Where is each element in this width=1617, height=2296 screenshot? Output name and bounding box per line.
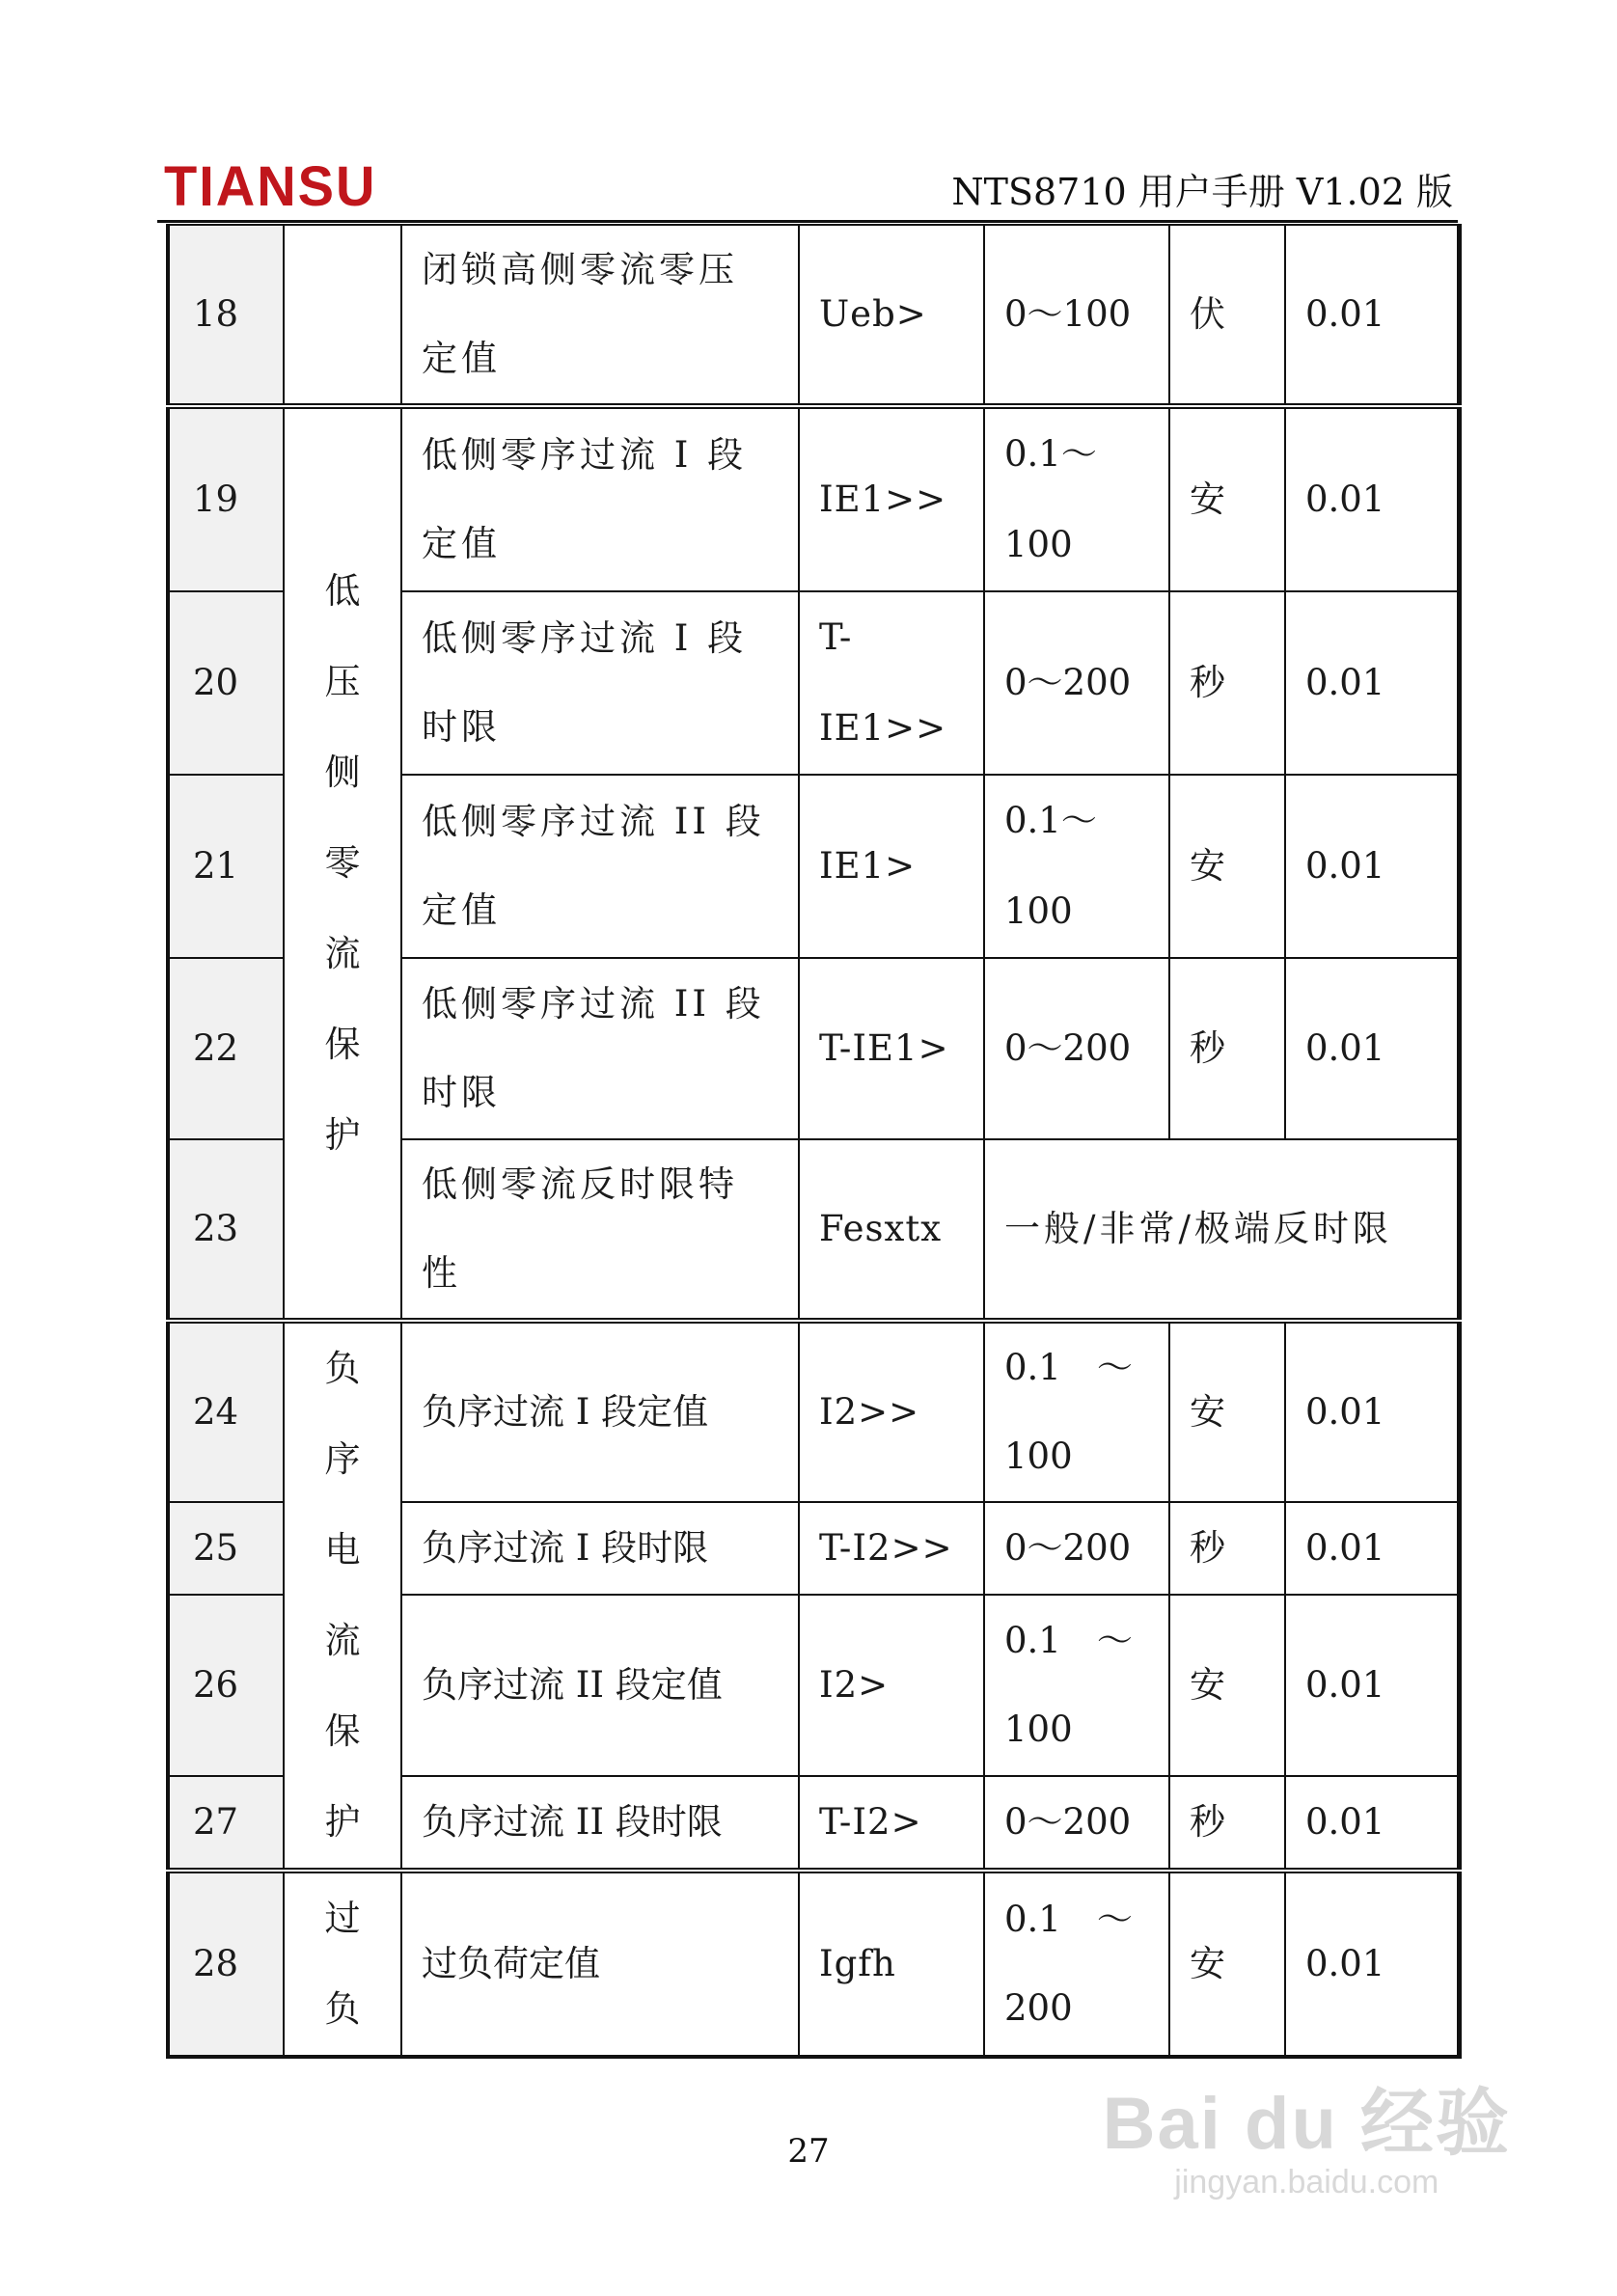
setting-symbol: IE1> — [799, 775, 984, 958]
table-row — [168, 406, 1459, 591]
table-row — [168, 1871, 1459, 2057]
setting-step: 0.01 — [1285, 775, 1459, 958]
setting-range: 0.1 ～ 100 — [984, 1321, 1169, 1502]
page-number: 27 — [787, 2132, 830, 2171]
setting-unit: 秒 — [1169, 1502, 1285, 1595]
setting-unit: 安 — [1169, 1595, 1285, 1776]
group-label-low-zero-seq: 低 压 侧 零 流 保 护 — [284, 406, 401, 1321]
watermark-main: Bai du 经验 — [1102, 2083, 1511, 2165]
setting-range: 0～200 — [984, 1776, 1169, 1871]
company-logo: TIANSU — [164, 153, 377, 218]
setting-symbol: Igfh — [799, 1871, 984, 2057]
setting-unit: 安 — [1169, 1321, 1285, 1502]
baidu-watermark — [1103, 2064, 1511, 2201]
setting-description: 负序过流 II 段时限 — [401, 1776, 799, 1871]
setting-symbol: T-I2> — [799, 1776, 984, 1871]
row-number: 20 — [168, 591, 284, 775]
row-number: 22 — [168, 958, 284, 1139]
setting-unit: 安 — [1169, 775, 1285, 958]
setting-symbol: Fesxtx — [799, 1139, 984, 1321]
setting-range: 0～200 — [984, 591, 1169, 775]
row-number: 23 — [168, 1139, 284, 1321]
setting-symbol: T-IE1> — [799, 958, 984, 1139]
watermark-url: jingyan.baidu.com — [1174, 2164, 1439, 2200]
setting-symbol: I2>> — [799, 1321, 984, 1502]
row-number: 19 — [168, 406, 284, 591]
setting-description: 过负荷定值 — [401, 1871, 799, 2057]
setting-symbol: I2> — [799, 1595, 984, 1776]
setting-description: 闭锁高侧零流零压 定值 — [401, 225, 799, 406]
setting-unit: 秒 — [1169, 958, 1285, 1139]
setting-unit: 安 — [1169, 406, 1285, 591]
setting-symbol: IE1>> — [799, 406, 984, 591]
row-number: 21 — [168, 775, 284, 958]
document-title: NTS8710 用户手册 V1.02 版 — [951, 171, 1453, 213]
setting-symbol: T-IE1>> — [799, 591, 984, 775]
header-divider — [157, 220, 1458, 223]
group-label-neg-seq: 负 序 电 流 保 护 — [284, 1321, 401, 1871]
setting-step: 0.01 — [1285, 1321, 1459, 1502]
setting-step: 0.01 — [1285, 958, 1459, 1139]
row-number: 27 — [168, 1776, 284, 1871]
setting-step: 0.01 — [1285, 1595, 1459, 1776]
setting-unit: 秒 — [1169, 591, 1285, 775]
setting-step: 0.01 — [1285, 1776, 1459, 1871]
setting-description: 低侧零序过流 II 段 时限 — [401, 958, 799, 1139]
setting-options: 一般/非常/极端反时限 — [984, 1139, 1459, 1321]
table-row — [168, 1321, 1459, 1502]
setting-range: 0.1～100 — [984, 775, 1169, 958]
setting-description: 低侧零流反时限特 性 — [401, 1139, 799, 1321]
setting-description: 负序过流 II 段定值 — [401, 1595, 799, 1776]
setting-step: 0.01 — [1285, 225, 1459, 406]
setting-range: 0～100 — [984, 225, 1169, 406]
row-number: 25 — [168, 1502, 284, 1595]
setting-step: 0.01 — [1285, 1871, 1459, 2057]
setting-description: 负序过流 I 段时限 — [401, 1502, 799, 1595]
setting-step: 0.01 — [1285, 1502, 1459, 1595]
group-cell-empty — [284, 225, 401, 406]
setting-symbol: Ueb> — [799, 225, 984, 406]
setting-description: 低侧零序过流 I 段 定值 — [401, 406, 799, 591]
setting-symbol: T-I2>> — [799, 1502, 984, 1595]
group-label-overload: 过 负 — [284, 1871, 401, 2057]
row-number: 26 — [168, 1595, 284, 1776]
setting-unit: 安 — [1169, 1871, 1285, 2057]
setting-step: 0.01 — [1285, 591, 1459, 775]
setting-description: 负序过流 I 段定值 — [401, 1321, 799, 1502]
setting-step: 0.01 — [1285, 406, 1459, 591]
setting-range: 0～200 — [984, 958, 1169, 1139]
row-number: 24 — [168, 1321, 284, 1502]
setting-range: 0.1 ～ 100 — [984, 1595, 1169, 1776]
setting-unit: 伏 — [1169, 225, 1285, 406]
setting-description: 低侧零序过流 I 段 时限 — [401, 591, 799, 775]
setting-range: 0～200 — [984, 1502, 1169, 1595]
setting-range: 0.1～100 — [984, 406, 1169, 591]
row-number: 28 — [168, 1871, 284, 2057]
setting-description: 低侧零序过流 II 段 定值 — [401, 775, 799, 958]
setting-range: 0.1 ～ 200 — [984, 1871, 1169, 2057]
row-number: 18 — [168, 225, 284, 406]
settings-table — [166, 224, 1462, 2059]
setting-unit: 秒 — [1169, 1776, 1285, 1871]
table-row — [168, 225, 1459, 406]
